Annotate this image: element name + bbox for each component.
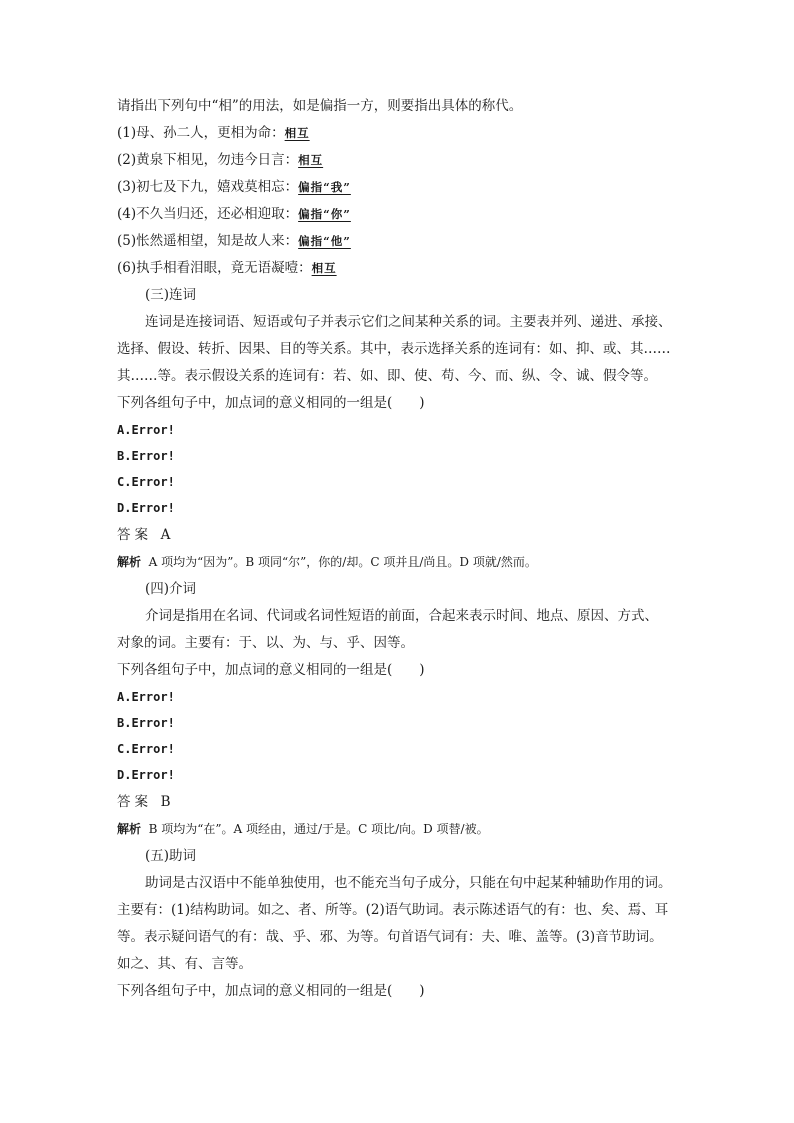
item-answer: 相互: [311, 261, 337, 275]
section5-paragraph-line: 助词是古汉语中不能单独使用，也不能充当句子成分，只能在句中起某种辅助作用的词。: [145, 875, 672, 891]
section5-heading: (五)助词: [145, 848, 197, 864]
analysis-label: 解析: [117, 822, 142, 836]
section4-answer: [117, 792, 694, 812]
item-answer: 相互: [284, 126, 310, 140]
item-question: (4)不久当归还，还必相迎取：: [117, 206, 299, 222]
answer-label: 答案: [117, 527, 152, 543]
section4-option-a: A.Error!: [117, 690, 175, 704]
section3-option-c: C.Error!: [117, 475, 175, 489]
section3-heading: (三)连词: [145, 287, 197, 303]
section3-question: 下列各组句子中，加点词的意义相同的一组是( ): [117, 395, 425, 411]
item-question: (3)初七及下九，嬉戏莫相忘：: [117, 179, 299, 195]
item-answer: 偏指“他”: [298, 234, 351, 248]
item-5: [117, 231, 694, 251]
item-4: [117, 204, 694, 224]
section5-paragraph-line: 等。表示疑问语气的有：哉、乎、邪、为等。句首语气词有：夫、唯、盖等。(3)音节助词。: [117, 929, 663, 945]
analysis-text: A 项均为“因为”。B 项同“尔”，你的/却。C 项并且/尚且。D 项就/然而。: [148, 555, 537, 569]
item-question: (5)怅然遥相望，知是故人来：: [117, 233, 299, 249]
item-question: (1)母、孙二人，更相为命：: [117, 125, 285, 141]
section3-option-b: B.Error!: [117, 449, 175, 463]
section3-paragraph-line: 连词是连接词语、短语或句子并表示它们之间某种关系的词。主要表并列、递进、承接、: [145, 314, 672, 330]
section3-paragraph-line: 其……等。表示假设关系的连词有：若、如、即、使、苟、今、而、纵、令、诚、假令等。: [117, 368, 657, 384]
section3-analysis: [117, 552, 694, 572]
section5-question: 下列各组句子中，加点词的意义相同的一组是( ): [117, 983, 425, 999]
item-question: (6)执手相看泪眼，竟无语凝噎：: [117, 260, 312, 276]
intro-text: 请指出下列句中“相”的用法，如是偏指一方，则要指出具体的称代。: [117, 98, 523, 114]
section4-heading: (四)介词: [145, 581, 197, 597]
item-6: [117, 258, 694, 278]
answer-value: B: [160, 794, 171, 810]
section5-paragraph-line: 主要有：(1)结构助词。如之、者、所等。(2)语气助词。表示陈述语气的有：也、矣、焉、耳: [117, 902, 669, 918]
item-question: (2)黄泉下相见，勿违今日言：: [117, 152, 299, 168]
section3-answer: [117, 525, 694, 545]
answer-label: 答案: [117, 794, 152, 810]
section4-option-b: B.Error!: [117, 716, 175, 730]
section4-paragraph-line: 介词是指用在名词、代词或名词性短语的前面，合起来表示时间、地点、原因、方式、: [145, 608, 658, 624]
item-3: [117, 177, 694, 197]
analysis-label: 解析: [117, 555, 142, 569]
section4-analysis: [117, 819, 694, 839]
item-answer: 相互: [298, 153, 324, 167]
section3-paragraph-line: 选择、假设、转折、因果、目的等关系。其中，表示选择关系的连词有：如、抑、或、其……: [117, 341, 671, 357]
item-answer: 偏指“我”: [298, 180, 351, 194]
section3-option-a: A.Error!: [117, 423, 175, 437]
section3-option-d: D.Error!: [117, 501, 175, 515]
section5-paragraph-line: 如之、其、有、言等。: [117, 956, 252, 972]
section4-question: 下列各组句子中，加点词的意义相同的一组是( ): [117, 662, 425, 678]
answer-value: A: [160, 527, 171, 543]
item-2: [117, 150, 694, 170]
section4-option-c: C.Error!: [117, 742, 175, 756]
item-1: [117, 123, 694, 143]
analysis-text: B 项均为“在”。A 项经由，通过/于是。C 项比/向。D 项替/被。: [148, 822, 489, 836]
section4-option-d: D.Error!: [117, 768, 175, 782]
section4-paragraph-line: 对象的词。主要有：于、以、为、与、乎、因等。: [117, 635, 414, 651]
item-answer: 偏指“你”: [298, 207, 351, 221]
